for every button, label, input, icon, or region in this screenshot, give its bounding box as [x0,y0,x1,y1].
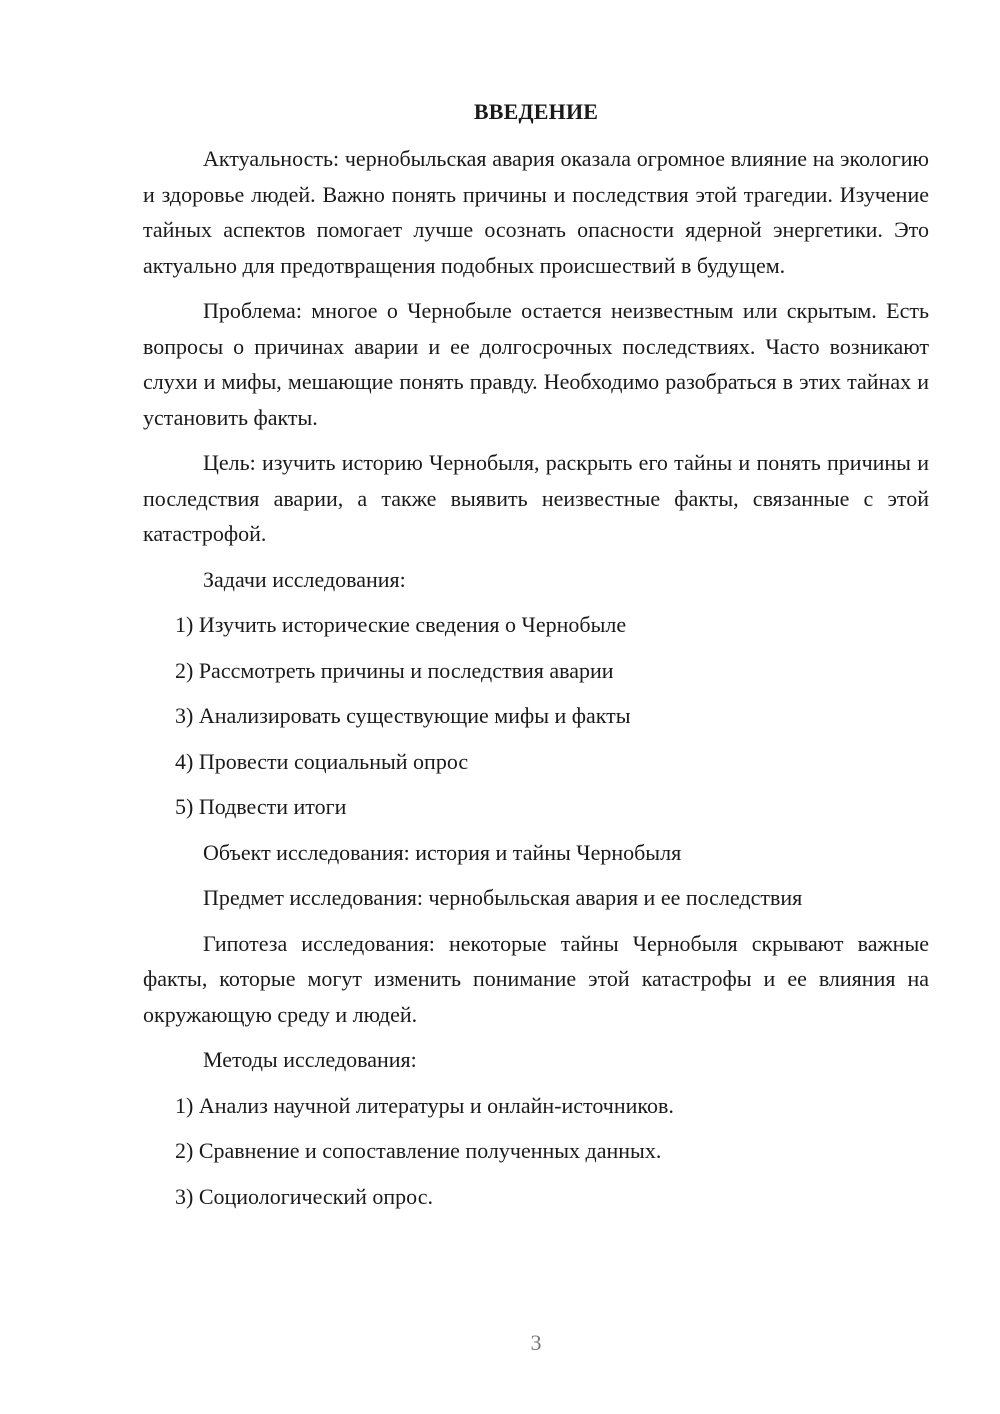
method-item: 2) Сравнение и сопоставление полученных данных. [175,1138,662,1163]
research-subject: Предмет исследования: чернобыльская авария и ее последствия [203,885,803,910]
task-item: 5) Подвести итоги [175,794,347,819]
method-item: 3) Социологический опрос. [175,1183,433,1209]
research-object: Объект исследования: история и тайны Чернобыля [203,839,682,865]
problem-paragraph: Проблема: многое о Чернобыле остается неизвестным или скрытым. Есть вопросы о причинах аварии и ее долгосрочных последствиях. Часто возникают слухи и мифы, мешающие понять правду. Необходимо разобраться в этих тайнах и установить факты. [143,298,929,430]
task-item: 1) Изучить исторические сведения о Чернобыле [175,612,627,637]
goal-paragraph: Цель: изучить историю Чернобыля, раскрыть его тайны и понять причины и последствия аварии, а также выявить неизвестные факты, связанные с этой катастрофой. [143,450,929,546]
task-item: 3) Анализировать существующие мифы и факты [175,703,631,728]
page-content [143,94,929,1224]
method-item: 1) Анализ научной литературы и онлайн-источников. [175,1092,674,1118]
section-heading: ВВЕДЕНИЕ [473,99,599,124]
tasks-title: Задачи исследования: [203,566,406,592]
methods-list [143,1088,929,1215]
relevance-paragraph: Актуальность: чернобыльская авария оказала огромное влияние на экологию и здоровье людей. Важно понять причины и последствия этой трагедии. Изучение тайных аспектов помогает лучше осознать опасности ядерной энергетики. Это актуально для предотвращения подобных происшествий в будущем. [143,146,929,278]
methods-title: Методы исследования: [203,1047,417,1072]
tasks-list [143,607,929,825]
hypothesis-paragraph: Гипотеза исследования: некоторые тайны Чернобыля скрывают важные факты, которые могут изменить понимание этой катастрофы и ее влияния на окружающую среду и людей. [143,930,929,1027]
page-number: 3 [530,1330,542,1355]
task-item: 4) Провести социальный опрос [175,748,469,774]
task-item: 2) Рассмотреть причины и последствия аварии [175,657,614,683]
